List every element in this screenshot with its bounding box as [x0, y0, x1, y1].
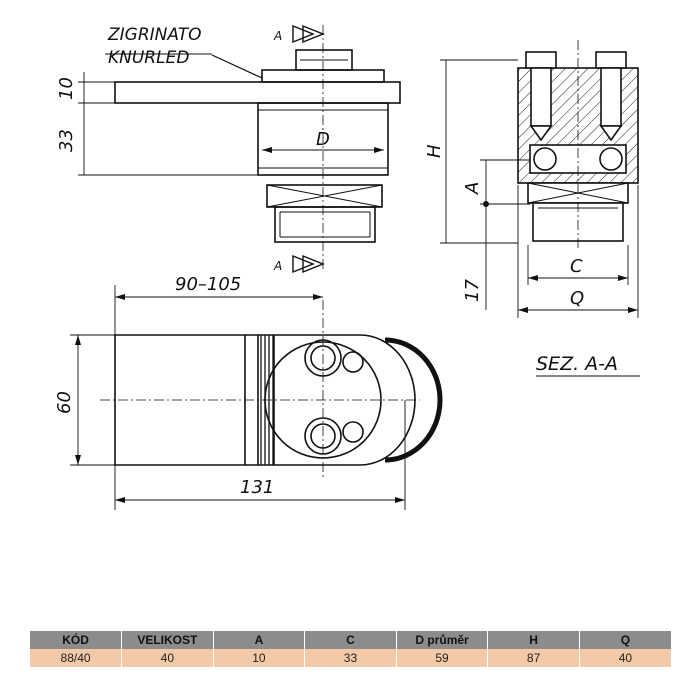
header-h: H	[488, 631, 580, 649]
dim-C: C	[570, 256, 583, 277]
header-a: A	[213, 631, 305, 649]
dim-D: D	[316, 129, 330, 150]
dim-60: 60	[54, 391, 75, 414]
spec-table-header	[30, 631, 671, 649]
dim-H: H	[424, 144, 445, 158]
dim-17: 17	[462, 279, 483, 302]
spec-table	[30, 631, 671, 667]
dim-131: 131	[240, 477, 275, 498]
dim-Q: Q	[570, 288, 585, 309]
header-kod: KÓD	[30, 631, 122, 649]
cell-d: 59	[396, 649, 488, 667]
section-title: SEZ. A-A	[536, 353, 619, 375]
section-arrow-bottom	[293, 256, 323, 272]
header-velikost: VELIKOST	[122, 631, 214, 649]
section-letter-top: A	[274, 29, 283, 43]
label-knurled-it: ZIGRINATO	[108, 25, 202, 45]
header-c: C	[305, 631, 397, 649]
dim-A: A	[462, 181, 483, 194]
cell-kod: 88/40	[30, 649, 122, 667]
section-arrow-top	[293, 26, 323, 42]
lever-plate	[115, 82, 400, 103]
cell-c: 33	[305, 649, 397, 667]
section-letter-bottom: A	[274, 259, 283, 273]
dim-33: 33	[56, 129, 77, 152]
cell-a: 10	[213, 649, 305, 667]
table-row	[30, 649, 671, 667]
cell-h: 87	[488, 649, 580, 667]
dim-90-105: 90–105	[175, 274, 242, 295]
cell-velikost: 40	[122, 649, 214, 667]
cell-q: 40	[579, 649, 671, 667]
header-q: Q	[579, 631, 671, 649]
label-knurled-en: KNURLED	[108, 48, 190, 68]
dim-10: 10	[56, 77, 77, 100]
header-d: D průměr	[396, 631, 488, 649]
